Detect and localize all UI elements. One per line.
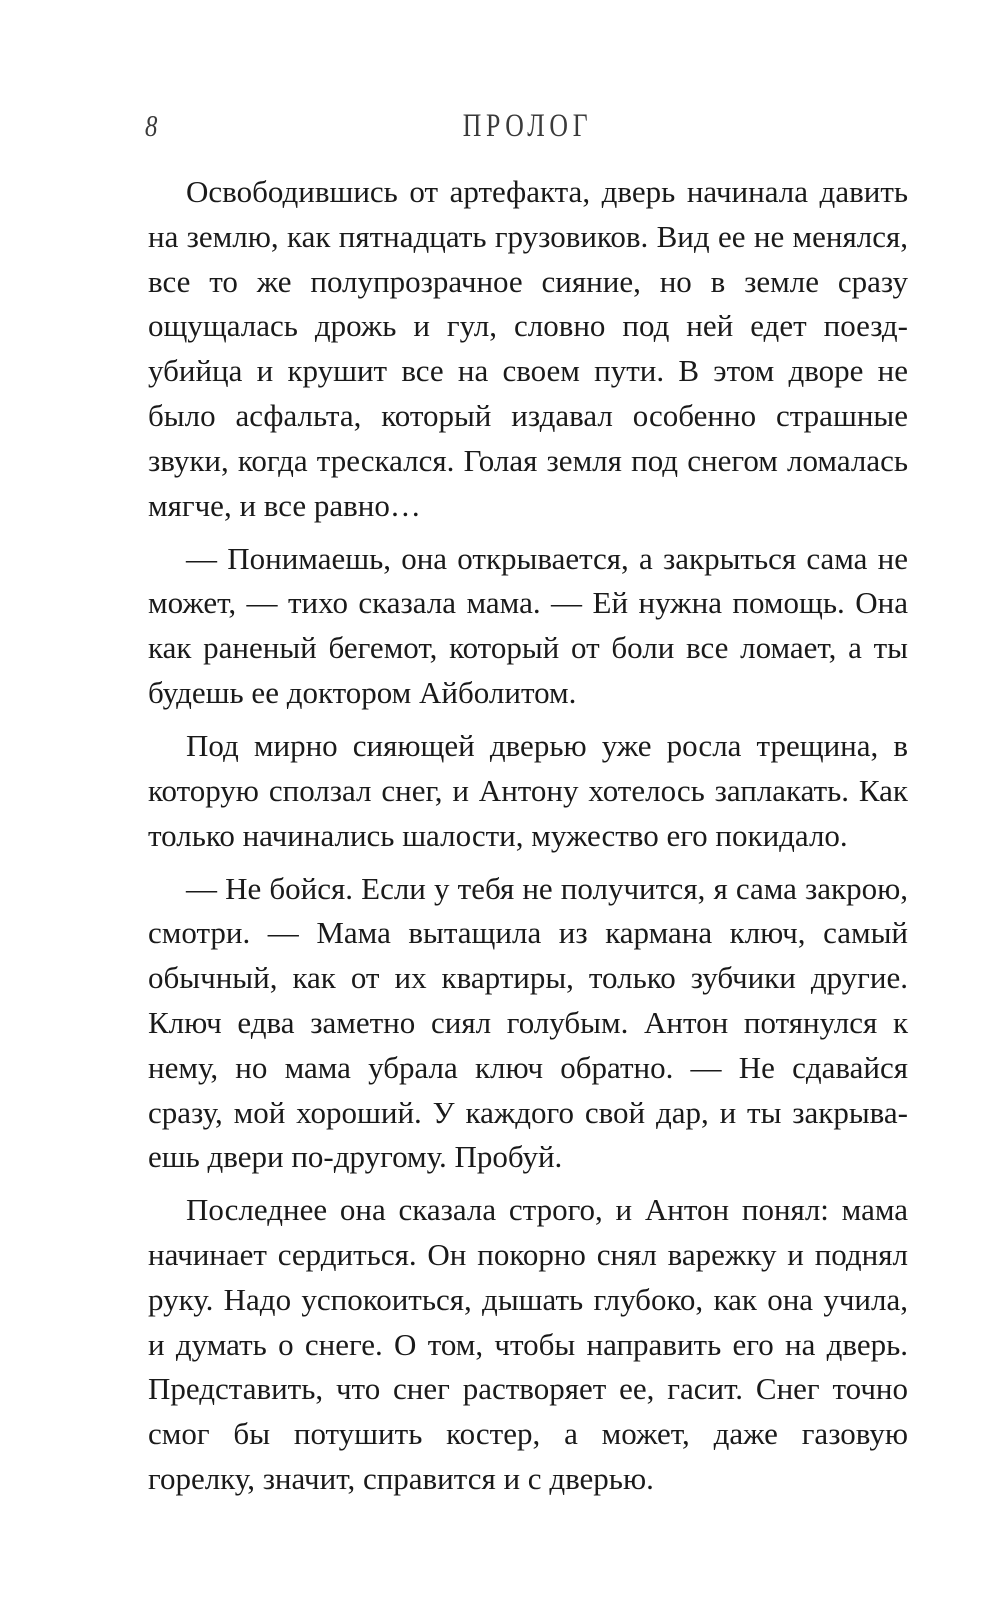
paragraph: Последнее она сказала строго, и Антон понял: мама начинает сердиться. Он покорно снял варежку и поднял руку. Надо успокоиться, дышать глубоко, как она учила, и думать о снеге. О том, чтобы направить его на дверь. Представить, что снег растворяет ее, гасит. Снег точно смог бы потушить костер, а может, даже газовую горелку, значит, справится и с дверью. (148, 1192, 908, 1497)
paragraph: Под мирно сияющей дверью уже росла трещина, в которую сползал снег, и Антону хотелось заплакать. Как только начинались шалости, мужество его покидало. (148, 727, 908, 853)
page-number: 8 (145, 108, 158, 143)
paragraph: Освободившись от артефакта, дверь начинала давить на землю, как пятнадцать грузовиков. Вид ее не менялся, все то же полупрозрачное сияние, но в земле сразу ощущалась дрожь и гул, словно под ней едет поезд-убийца и крушит все на своем пути. В этом дворе не было асфальта, который издавал особенно страшные звуки, когда трескался. Голая земля под снегом ломалась мягче, и все равно… (148, 174, 908, 523)
running-header (145, 106, 910, 146)
paragraph: — Не бойся. Если у тебя не получится, я сама закрою, смотри. — Мама вытащила из кармана ключ, самый обычный, как от их квартиры, только зубчики другие. Ключ едва заметно сиял голубым. Антон потянулся к нему, но мама убрала ключ обратно. — Не сдавайся сразу, мой хороший. У каждого свой дар, и ты закрываешь двери по-другому. Пробуй. (148, 870, 908, 1175)
paragraph: — Понимаешь, она открывается, а закрыться сама не может, — тихо сказала мама. — Ей нужна помощь. Она как раненый бегемот, который от боли все ломает, а ты будешь ее доктором Айболитом. (148, 540, 908, 710)
body-text (148, 170, 908, 1502)
chapter-title: ПРОЛОГ (462, 108, 593, 144)
